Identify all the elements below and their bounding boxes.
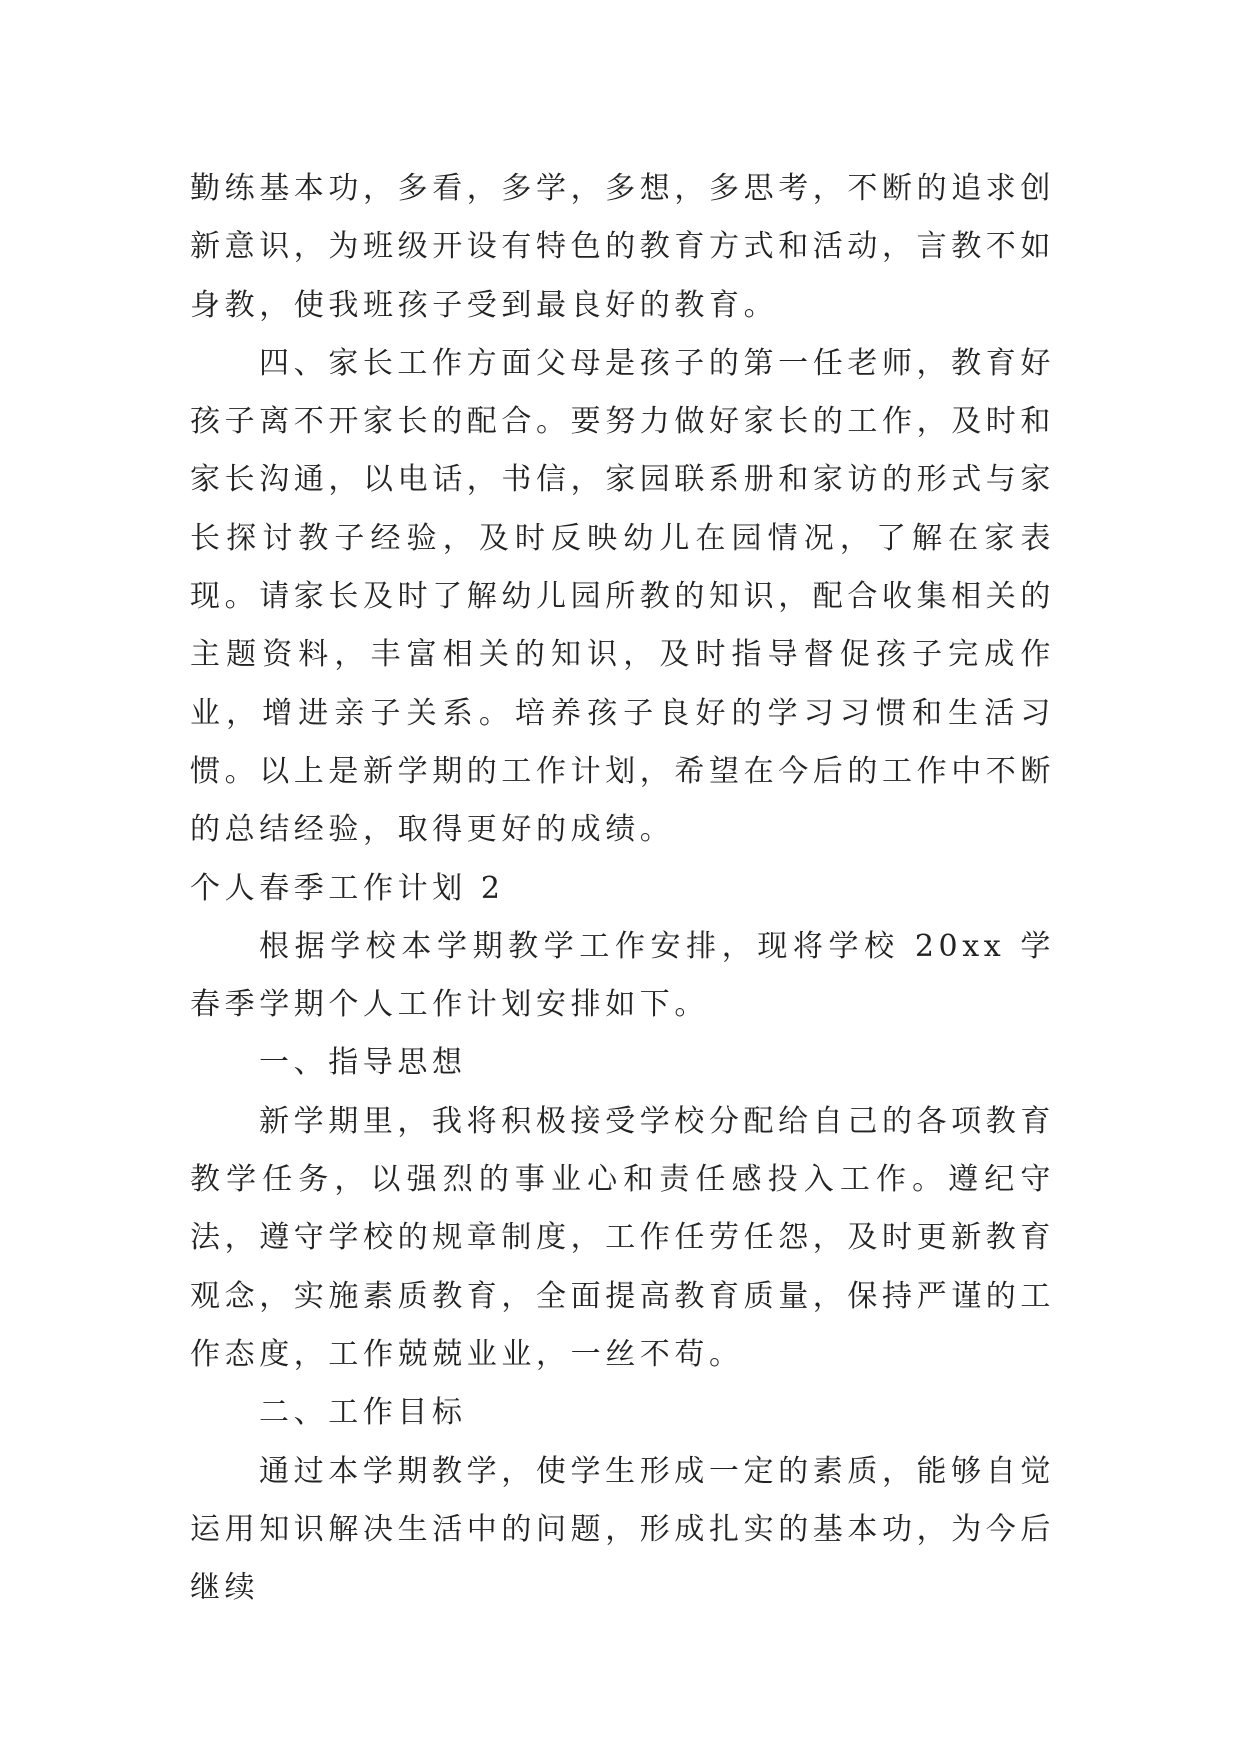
document-body xyxy=(190,160,1055,1617)
paragraph-work-goals: 通过本学期教学，使学生形成一定的素质，能够自觉运用知识解决生活中的问题，形成扎实的基本功，为今后继续 xyxy=(190,1453,1055,1606)
paragraph-continuation: 勤练基本功，多看，多学，多想，多思考，不断的追求创新意识，为班级开设有特色的教育方式和活动，言教不如身教，使我班孩子受到最良好的教育。 xyxy=(190,171,1055,323)
heading-work-goals: 二、工作目标 xyxy=(259,1395,467,1431)
paragraph-guiding-thought: 新学期里，我将积极接受学校分配给自己的各项教育教学任务，以强烈的事业心和责任感投入工作。遵纪守法，遵守学校的规章制度，工作任劳任怨，及时更新教育观念，实施素质教育，全面提高教育质量，保持严谨的工作态度，工作兢兢业业，一丝不苟。 xyxy=(190,1103,1055,1372)
section-title: 个人春季工作计划 2 xyxy=(190,870,505,906)
paragraph-parent-work: 四、家长工作方面父母是孩子的第一任老师，教育好孩子离不开家长的配合。要努力做好家长的工作，及时和家长沟通，以电话，书信，家园联系册和家访的形式与家长探讨教子经验，及时反映幼儿在园情况，了解在家表现。请家长及时了解幼儿园所教的知识，配合收集相关的主题资料，丰富相关的知识，及时指导督促孩子完成作业，增进亲子关系。培养孩子良好的学习习惯和生活习惯。以上是新学期的工作计划，希望在今后的工作中不断的总结经验，取得更好的成绩。 xyxy=(190,345,1055,848)
paragraph-intro: 根据学校本学期教学工作安排，现将学校 20xx 学春季学期个人工作计划安排如下。 xyxy=(190,928,1055,1023)
heading-guiding-thought: 一、指导思想 xyxy=(259,1045,467,1081)
